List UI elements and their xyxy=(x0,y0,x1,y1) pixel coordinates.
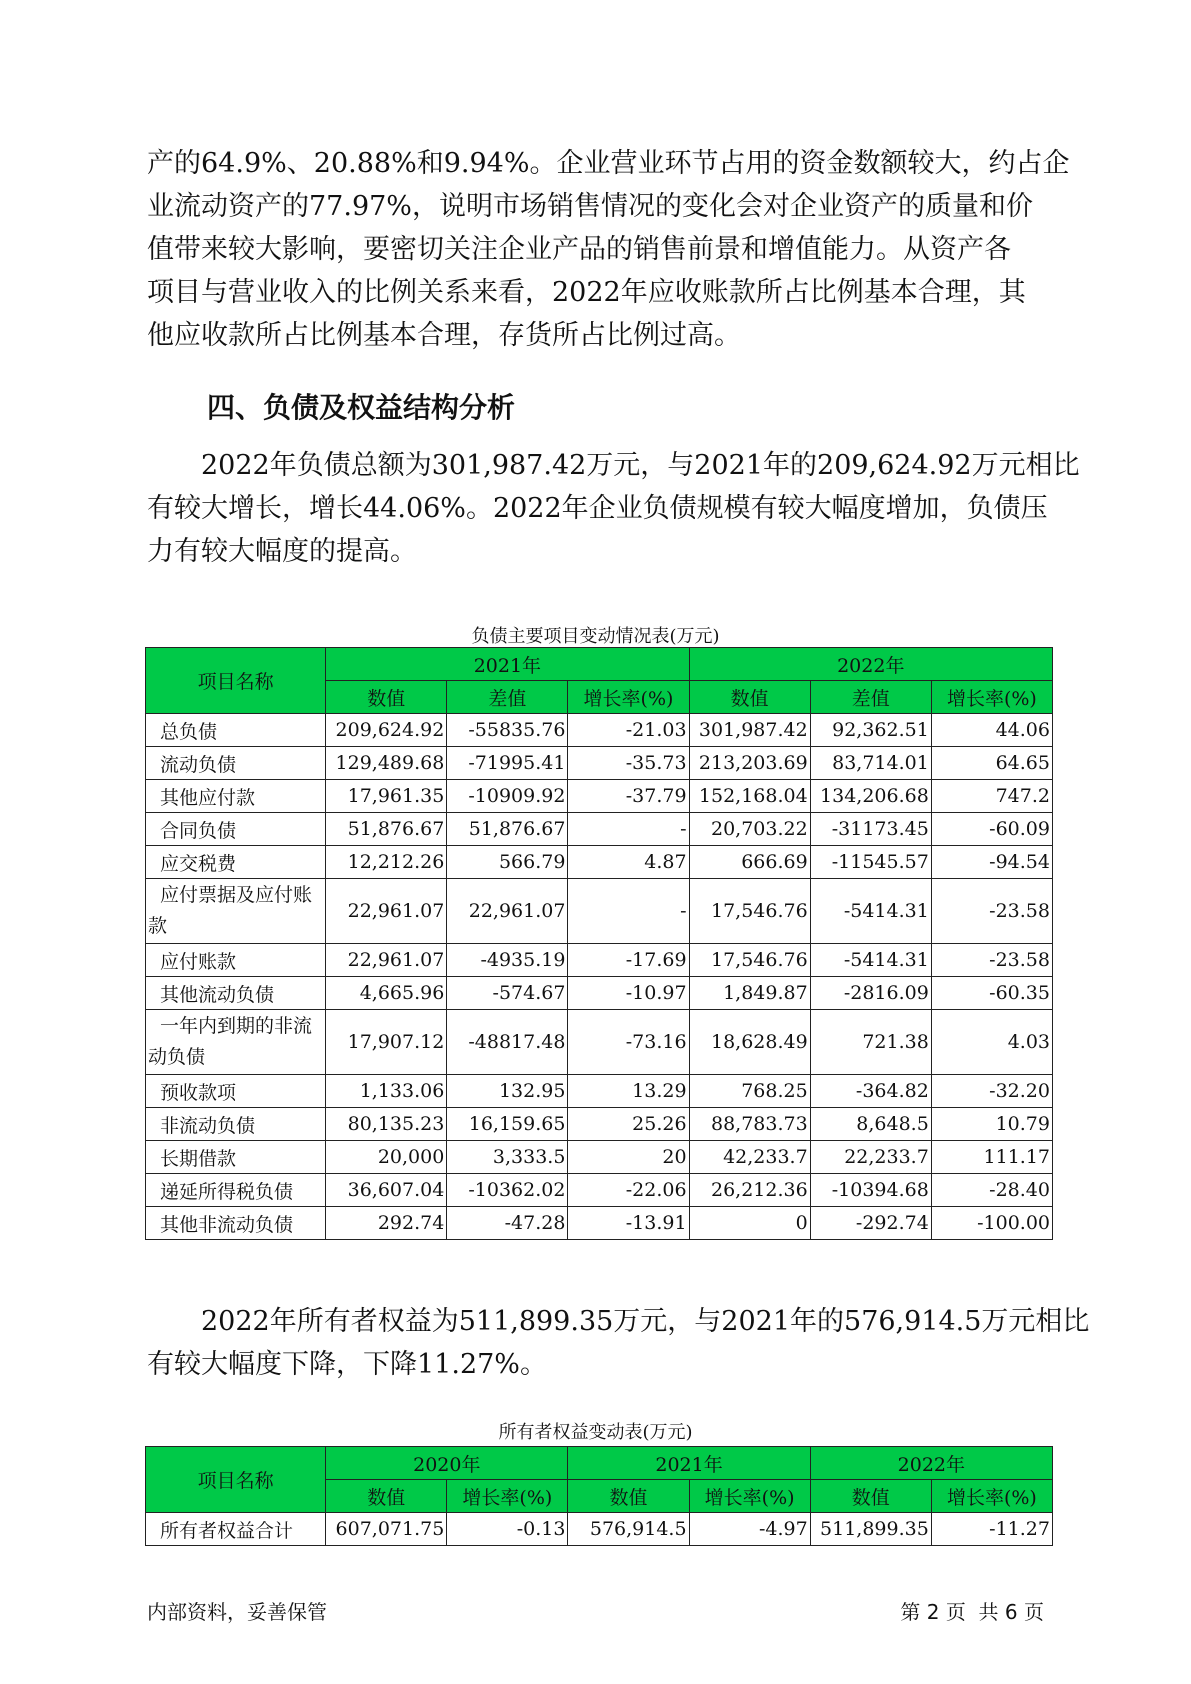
row-label-line: 流动负债 xyxy=(160,753,237,776)
cell-value: -10909.92 xyxy=(447,780,568,813)
row-label xyxy=(146,944,326,977)
row-label-line: 应付账款 xyxy=(160,950,237,973)
cell-value: -71995.41 xyxy=(447,747,568,780)
cell-value: 292.74 xyxy=(326,1207,447,1240)
table-row xyxy=(146,1513,1053,1546)
cell-value: -23.58 xyxy=(931,879,1052,944)
cell-value: -17.69 xyxy=(568,944,689,977)
row-label xyxy=(146,846,326,879)
cell-value: 566.79 xyxy=(447,846,568,879)
cell-value: 20 xyxy=(568,1141,689,1174)
header-item-name: 项目名称 xyxy=(146,648,326,714)
table-row xyxy=(146,846,1053,879)
table-caption-equity: 所有者权益变动表(万元) xyxy=(498,1422,693,1443)
cell-value: 0 xyxy=(689,1207,810,1240)
cell-value: 17,546.76 xyxy=(689,944,810,977)
cell-value: -23.58 xyxy=(931,944,1052,977)
row-label xyxy=(146,1075,326,1108)
header-growth-rate: 增长率(%) xyxy=(568,681,689,714)
row-label xyxy=(146,977,326,1010)
header-year-2022: 2022年 xyxy=(810,1447,1052,1480)
table-row xyxy=(146,780,1053,813)
text-line: 产的64.9%、20.88%和9.94%。企业营业环节占用的资金数额较大，约占企 xyxy=(147,148,1070,179)
cell-value: 10.79 xyxy=(931,1108,1052,1141)
header-value: 数值 xyxy=(326,1480,447,1513)
cell-value: 1,133.06 xyxy=(326,1075,447,1108)
cell-value: -11545.57 xyxy=(810,846,931,879)
cell-value: -11.27 xyxy=(931,1513,1052,1546)
table-row xyxy=(146,1174,1053,1207)
row-label: 所有者权益合计 xyxy=(146,1513,326,1546)
cell-value: -10.97 xyxy=(568,977,689,1010)
header-year-2021: 2021年 xyxy=(568,1447,810,1480)
row-label-line: 其他非流动负债 xyxy=(160,1213,294,1236)
cell-value: 8,648.5 xyxy=(810,1108,931,1141)
table-caption-liabilities: 负债主要项目变动情况表(万元) xyxy=(471,626,720,647)
table-row xyxy=(146,1141,1053,1174)
row-label-line: 动负债 xyxy=(148,1046,206,1068)
row-label-line: 其他应付款 xyxy=(160,786,256,809)
cell-value: 22,961.07 xyxy=(447,879,568,944)
cell-value: 1,849.87 xyxy=(689,977,810,1010)
cell-value: -574.67 xyxy=(447,977,568,1010)
cell-value: -364.82 xyxy=(810,1075,931,1108)
cell-value: 111.17 xyxy=(931,1141,1052,1174)
cell-value: 36,607.04 xyxy=(326,1174,447,1207)
footer-confidential-note: 内部资料，妥善保管 xyxy=(147,1600,327,1624)
cell-value: 88,783.73 xyxy=(689,1108,810,1141)
cell-value: -37.79 xyxy=(568,780,689,813)
cell-value: -13.91 xyxy=(568,1207,689,1240)
cell-value: 3,333.5 xyxy=(447,1141,568,1174)
cell-value: 666.69 xyxy=(689,846,810,879)
cell-value: 26,212.36 xyxy=(689,1174,810,1207)
cell-value: - xyxy=(568,879,689,944)
cell-value: 209,624.92 xyxy=(326,714,447,747)
cell-value: -21.03 xyxy=(568,714,689,747)
cell-value: 51,876.67 xyxy=(447,813,568,846)
header-growth-rate: 增长率(%) xyxy=(689,1480,810,1513)
row-label xyxy=(146,879,326,944)
cell-value: 17,907.12 xyxy=(326,1010,447,1075)
header-difference: 差值 xyxy=(810,681,931,714)
cell-value: 607,071.75 xyxy=(326,1513,447,1546)
cell-value: -5414.31 xyxy=(810,879,931,944)
table-row xyxy=(146,879,1053,944)
cell-value: 83,714.01 xyxy=(810,747,931,780)
cell-value: 768.25 xyxy=(689,1075,810,1108)
cell-value: 25.26 xyxy=(568,1108,689,1141)
cell-value: 576,914.5 xyxy=(568,1513,689,1546)
row-label xyxy=(146,1207,326,1240)
cell-value: -4935.19 xyxy=(447,944,568,977)
table-row xyxy=(146,813,1053,846)
header-value: 数值 xyxy=(326,681,447,714)
cell-value: -100.00 xyxy=(931,1207,1052,1240)
cell-value: -5414.31 xyxy=(810,944,931,977)
row-label-line: 递延所得税负债 xyxy=(160,1180,294,1203)
cell-value: 12,212.26 xyxy=(326,846,447,879)
cell-value: 129,489.68 xyxy=(326,747,447,780)
cell-value: 22,961.07 xyxy=(326,879,447,944)
cell-value: -31173.45 xyxy=(810,813,931,846)
row-label xyxy=(146,1174,326,1207)
table-row xyxy=(146,977,1053,1010)
cell-value: 17,961.35 xyxy=(326,780,447,813)
row-label-line: 一年内到期的非流 xyxy=(160,1015,313,1037)
cell-value: -60.35 xyxy=(931,977,1052,1010)
cell-value: -55835.76 xyxy=(447,714,568,747)
text-line: 力有较大幅度的提高。 xyxy=(147,536,417,567)
text-line: 值带来较大影响，要密切关注企业产品的销售前景和增值能力。从资产各 xyxy=(147,234,1011,265)
paragraph-equity-summary xyxy=(147,1300,1090,1386)
cell-value: 92,362.51 xyxy=(810,714,931,747)
cell-value: -10362.02 xyxy=(447,1174,568,1207)
cell-value: 721.38 xyxy=(810,1010,931,1075)
cell-value: -60.09 xyxy=(931,813,1052,846)
cell-value: 213,203.69 xyxy=(689,747,810,780)
cell-value: 4.87 xyxy=(568,846,689,879)
row-label-line: 合同负债 xyxy=(160,819,237,842)
cell-value: 42,233.7 xyxy=(689,1141,810,1174)
row-label-line: 应付票据及应付账 xyxy=(160,884,313,906)
cell-value: 20,000 xyxy=(326,1141,447,1174)
cell-value: 22,961.07 xyxy=(326,944,447,977)
cell-value: - xyxy=(568,813,689,846)
text-line: 有较大幅度下降，下降11.27%。 xyxy=(147,1349,547,1380)
row-label xyxy=(146,1141,326,1174)
header-year-2022: 2022年 xyxy=(689,648,1052,681)
text-line: 业流动资产的77.97%，说明市场销售情况的变化会对企业资产的质量和价 xyxy=(147,191,1033,222)
cell-value: 18,628.49 xyxy=(689,1010,810,1075)
row-label-line: 长期借款 xyxy=(160,1147,237,1170)
cell-value: 134,206.68 xyxy=(810,780,931,813)
liabilities-table xyxy=(145,647,1053,1240)
equity-table xyxy=(145,1446,1053,1546)
cell-value: 44.06 xyxy=(931,714,1052,747)
table-row xyxy=(146,1010,1053,1075)
table-row xyxy=(146,714,1053,747)
table-row xyxy=(146,1207,1053,1240)
row-label xyxy=(146,813,326,846)
cell-value: -292.74 xyxy=(810,1207,931,1240)
header-value: 数值 xyxy=(810,1480,931,1513)
text-line: 2022年所有者权益为511,899.35万元，与2021年的576,914.5万元相比 xyxy=(201,1306,1090,1337)
row-label xyxy=(146,1108,326,1141)
cell-value: 17,546.76 xyxy=(689,879,810,944)
header-value: 数值 xyxy=(568,1480,689,1513)
cell-value: 64.65 xyxy=(931,747,1052,780)
cell-value: 13.29 xyxy=(568,1075,689,1108)
row-label-line: 应交税费 xyxy=(160,852,237,875)
cell-value: -73.16 xyxy=(568,1010,689,1075)
header-growth-rate: 增长率(%) xyxy=(931,1480,1052,1513)
cell-value: 51,876.67 xyxy=(326,813,447,846)
cell-value: -2816.09 xyxy=(810,977,931,1010)
row-label xyxy=(146,714,326,747)
text-line: 2022年负债总额为301,987.42万元，与2021年的209,624.92万元相比 xyxy=(201,450,1080,481)
cell-value: -4.97 xyxy=(689,1513,810,1546)
cell-value: 4.03 xyxy=(931,1010,1052,1075)
header-item-name: 项目名称 xyxy=(146,1447,326,1513)
paragraph-asset-analysis xyxy=(147,142,1070,357)
table-row xyxy=(146,944,1053,977)
cell-value: -47.28 xyxy=(447,1207,568,1240)
row-label-line: 非流动负债 xyxy=(160,1114,256,1137)
cell-value: -35.73 xyxy=(568,747,689,780)
header-year-2021: 2021年 xyxy=(326,648,689,681)
cell-value: -94.54 xyxy=(931,846,1052,879)
cell-value: -22.06 xyxy=(568,1174,689,1207)
footer-page-number: 第 2 页 共 6 页 xyxy=(900,1600,1044,1624)
table-row xyxy=(146,1075,1053,1108)
row-label-line: 总负债 xyxy=(160,720,218,743)
text-line: 有较大增长，增长44.06%。2022年企业负债规模有较大幅度增加，负债压 xyxy=(147,493,1048,524)
row-label-line: 预收款项 xyxy=(160,1081,237,1104)
row-label xyxy=(146,780,326,813)
cell-value: 132.95 xyxy=(447,1075,568,1108)
header-difference: 差值 xyxy=(447,681,568,714)
text-line: 他应收款所占比例基本合理，存货所占比例过高。 xyxy=(147,320,741,351)
paragraph-liability-summary xyxy=(147,444,1080,573)
table-row xyxy=(146,747,1053,780)
header-year-2020: 2020年 xyxy=(326,1447,568,1480)
cell-value: -28.40 xyxy=(931,1174,1052,1207)
header-growth-rate: 增长率(%) xyxy=(931,681,1052,714)
cell-value: 301,987.42 xyxy=(689,714,810,747)
text-line: 项目与营业收入的比例关系来看，2022年应收账款所占比例基本合理，其 xyxy=(147,277,1026,308)
cell-value: 20,703.22 xyxy=(689,813,810,846)
cell-value: -48817.48 xyxy=(447,1010,568,1075)
cell-value: 80,135.23 xyxy=(326,1108,447,1141)
cell-value: -10394.68 xyxy=(810,1174,931,1207)
cell-value: 511,899.35 xyxy=(810,1513,931,1546)
section-heading: 四、负债及权益结构分析 xyxy=(207,391,516,424)
cell-value: 22,233.7 xyxy=(810,1141,931,1174)
header-growth-rate: 增长率(%) xyxy=(447,1480,568,1513)
row-label-line: 款 xyxy=(148,915,168,937)
cell-value: -32.20 xyxy=(931,1075,1052,1108)
row-label xyxy=(146,1010,326,1075)
header-value: 数值 xyxy=(689,681,810,714)
cell-value: -0.13 xyxy=(447,1513,568,1546)
cell-value: 747.2 xyxy=(931,780,1052,813)
cell-value: 16,159.65 xyxy=(447,1108,568,1141)
row-label xyxy=(146,747,326,780)
table-row xyxy=(146,1108,1053,1141)
cell-value: 152,168.04 xyxy=(689,780,810,813)
row-label-line: 其他流动负债 xyxy=(160,983,275,1006)
cell-value: 4,665.96 xyxy=(326,977,447,1010)
